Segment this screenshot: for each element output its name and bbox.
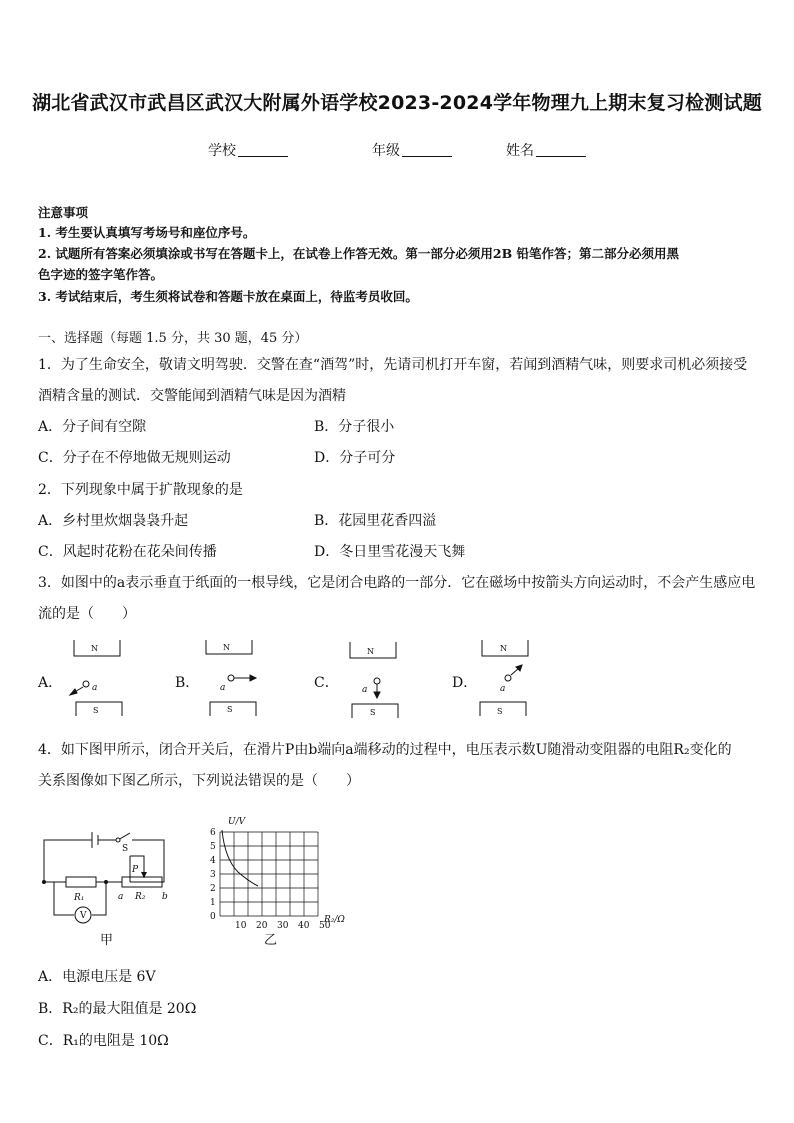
conductor-icon bbox=[228, 675, 234, 681]
y-tick-label: 2 bbox=[210, 884, 216, 894]
x-tick-label: 30 bbox=[277, 921, 289, 931]
arrowhead-icon bbox=[250, 675, 256, 681]
grade-label: 年级 bbox=[372, 143, 400, 159]
q4-option-c[interactable]: C．R₁的电阻是 10Ω bbox=[38, 1033, 169, 1049]
wire-label: a bbox=[500, 684, 506, 694]
y-tick-label: 3 bbox=[210, 870, 216, 880]
y-tick-label: 6 bbox=[210, 828, 216, 838]
circuit-wire bbox=[44, 840, 92, 882]
q3-option-d[interactable]: D． bbox=[452, 675, 478, 691]
q2-stem: 2．下列现象中属于扩散现象的是 bbox=[38, 482, 243, 498]
pole-label-s: S bbox=[227, 705, 233, 714]
x-tick-label: 40 bbox=[298, 921, 310, 931]
q3-stem-line1: 3．如图中的a表示垂直于纸面的一根导线，它是闭合电路的一部分．它在磁场中按箭头方向运动时，不会产生感应电 bbox=[38, 575, 756, 591]
end-b-label: b bbox=[162, 892, 168, 902]
q2-option-c[interactable]: C．风起时花粉在花朵间传播 bbox=[38, 544, 217, 560]
graph-grid bbox=[220, 832, 318, 916]
q3-option-c[interactable]: C． bbox=[314, 675, 339, 691]
magnet-s-pole bbox=[210, 702, 256, 716]
r1-label: R₁ bbox=[74, 893, 85, 903]
pole-label-s: S bbox=[93, 706, 99, 715]
switch-label: S bbox=[122, 844, 129, 854]
q4-stem-line2: 关系图像如下图乙所示，下列说法错误的是（ ） bbox=[38, 773, 360, 789]
school-blank[interactable] bbox=[238, 156, 288, 157]
magnet-s-pole bbox=[76, 702, 122, 716]
q1-stem-line2: 酒精含量的测试．交警能闻到酒精气味是因为酒精 bbox=[38, 388, 346, 404]
q1-option-c[interactable]: C．分子在不停地做无规则运动 bbox=[38, 450, 231, 466]
switch-contact bbox=[116, 838, 120, 842]
junction-dot bbox=[104, 880, 108, 884]
u-r2-curve bbox=[222, 830, 258, 886]
q1-option-a[interactable]: A．分子间有空隙 bbox=[38, 419, 147, 435]
x-tick-label: 50 bbox=[319, 921, 331, 931]
y-tick-label: 5 bbox=[210, 842, 216, 852]
pole-label-s: S bbox=[497, 707, 503, 716]
notice-item: 3. 考试结束后，考生须将试卷和答题卡放在桌面上，待监考员收回。 bbox=[38, 289, 418, 304]
school-label: 学校 bbox=[208, 143, 236, 159]
y-tick-label: 0 bbox=[210, 912, 216, 922]
q2-option-b[interactable]: B．花园里花香四溢 bbox=[314, 513, 437, 529]
school-field bbox=[208, 140, 288, 160]
arrowhead-icon bbox=[70, 689, 77, 695]
grade-blank[interactable] bbox=[402, 156, 452, 157]
section-heading: 一、选择题（每题 1.5 分，共 30 题，45 分） bbox=[38, 331, 308, 346]
name-blank[interactable] bbox=[536, 156, 586, 157]
x-tick-label: 20 bbox=[256, 921, 268, 931]
q3-stem-line2: 流的是（ ） bbox=[38, 606, 136, 622]
conductor-icon bbox=[374, 678, 380, 684]
circuit-wire bbox=[130, 840, 164, 882]
q4-circuit-diagram bbox=[34, 820, 184, 950]
y-tick-label: 1 bbox=[210, 898, 216, 908]
x-tick-label: 10 bbox=[235, 921, 247, 931]
circuit-caption: 甲 bbox=[100, 933, 114, 948]
pole-label-n: N bbox=[91, 644, 98, 653]
arrowhead-icon bbox=[374, 692, 380, 698]
name-field bbox=[506, 140, 586, 160]
x-axis-label: R₂/Ω bbox=[324, 915, 345, 925]
notice-item: 1. 考生要认真填写考场号和座位序号。 bbox=[38, 225, 256, 240]
q4-graph bbox=[200, 812, 358, 950]
wire-label: a bbox=[220, 683, 226, 693]
y-axis-label: U/V bbox=[228, 817, 246, 827]
end-a-label: a bbox=[118, 892, 124, 902]
conductor-icon bbox=[505, 675, 511, 681]
q1-option-d[interactable]: D．分子可分 bbox=[314, 450, 396, 466]
name-label: 姓名 bbox=[506, 143, 534, 159]
q3-option-a[interactable]: A． bbox=[38, 675, 63, 691]
exam-title: 湖北省武汉市武昌区武汉大附属外语学校2023-2024学年物理九上期末复习检测试题 bbox=[32, 92, 762, 114]
wire-label: a bbox=[92, 683, 98, 693]
voltmeter-label: V bbox=[80, 911, 87, 921]
notice-heading: 注意事项 bbox=[38, 205, 89, 220]
wire-label: a bbox=[362, 685, 368, 695]
grade-field bbox=[372, 140, 452, 160]
notice-item: 2. 试题所有答案必须填涂或书写在答题卡上，在试卷上作答无效。第一部分必须用2B 铅笔作答；第二部分必须用黑 bbox=[38, 246, 680, 261]
magnet-s-pole bbox=[480, 702, 526, 716]
slider-label: P bbox=[132, 865, 139, 875]
conductor-icon bbox=[83, 681, 89, 687]
q2-option-d[interactable]: D．冬日里雪花漫天飞舞 bbox=[314, 544, 466, 560]
q4-option-b[interactable]: B．R₂的最大阻值是 20Ω bbox=[38, 1001, 197, 1017]
q4-stem-line1: 4．如下图甲所示，闭合开关后，在滑片P由b端向a端移动的过程中，电压表示数U随滑动变阻器的电阻R₂变化的 bbox=[38, 742, 732, 758]
q3-option-b[interactable]: B． bbox=[175, 675, 200, 691]
junction-dot bbox=[42, 880, 46, 884]
pole-label-n: N bbox=[223, 643, 230, 652]
q4-option-a[interactable]: A．电源电压是 6V bbox=[38, 969, 156, 985]
q1-option-b[interactable]: B．分子很小 bbox=[314, 419, 395, 435]
y-tick-label: 4 bbox=[210, 856, 216, 866]
resistor-r1 bbox=[66, 877, 96, 887]
q1-stem-line1: 1．为了生命安全，敬请文明驾驶．交警在查“酒驾”时，先请司机打开车窗，若闻到酒精气味，则要求司机必须接受 bbox=[38, 357, 748, 373]
notice-item: 色字迹的签字笔作答。 bbox=[38, 267, 164, 282]
graph-caption: 乙 bbox=[264, 933, 278, 948]
pole-label-n: N bbox=[367, 647, 374, 656]
r2-label: R₂ bbox=[135, 892, 146, 902]
pole-label-s: S bbox=[370, 708, 376, 717]
pole-label-n: N bbox=[500, 644, 507, 653]
q2-option-a[interactable]: A．乡村里炊烟袅袅升起 bbox=[38, 513, 189, 529]
